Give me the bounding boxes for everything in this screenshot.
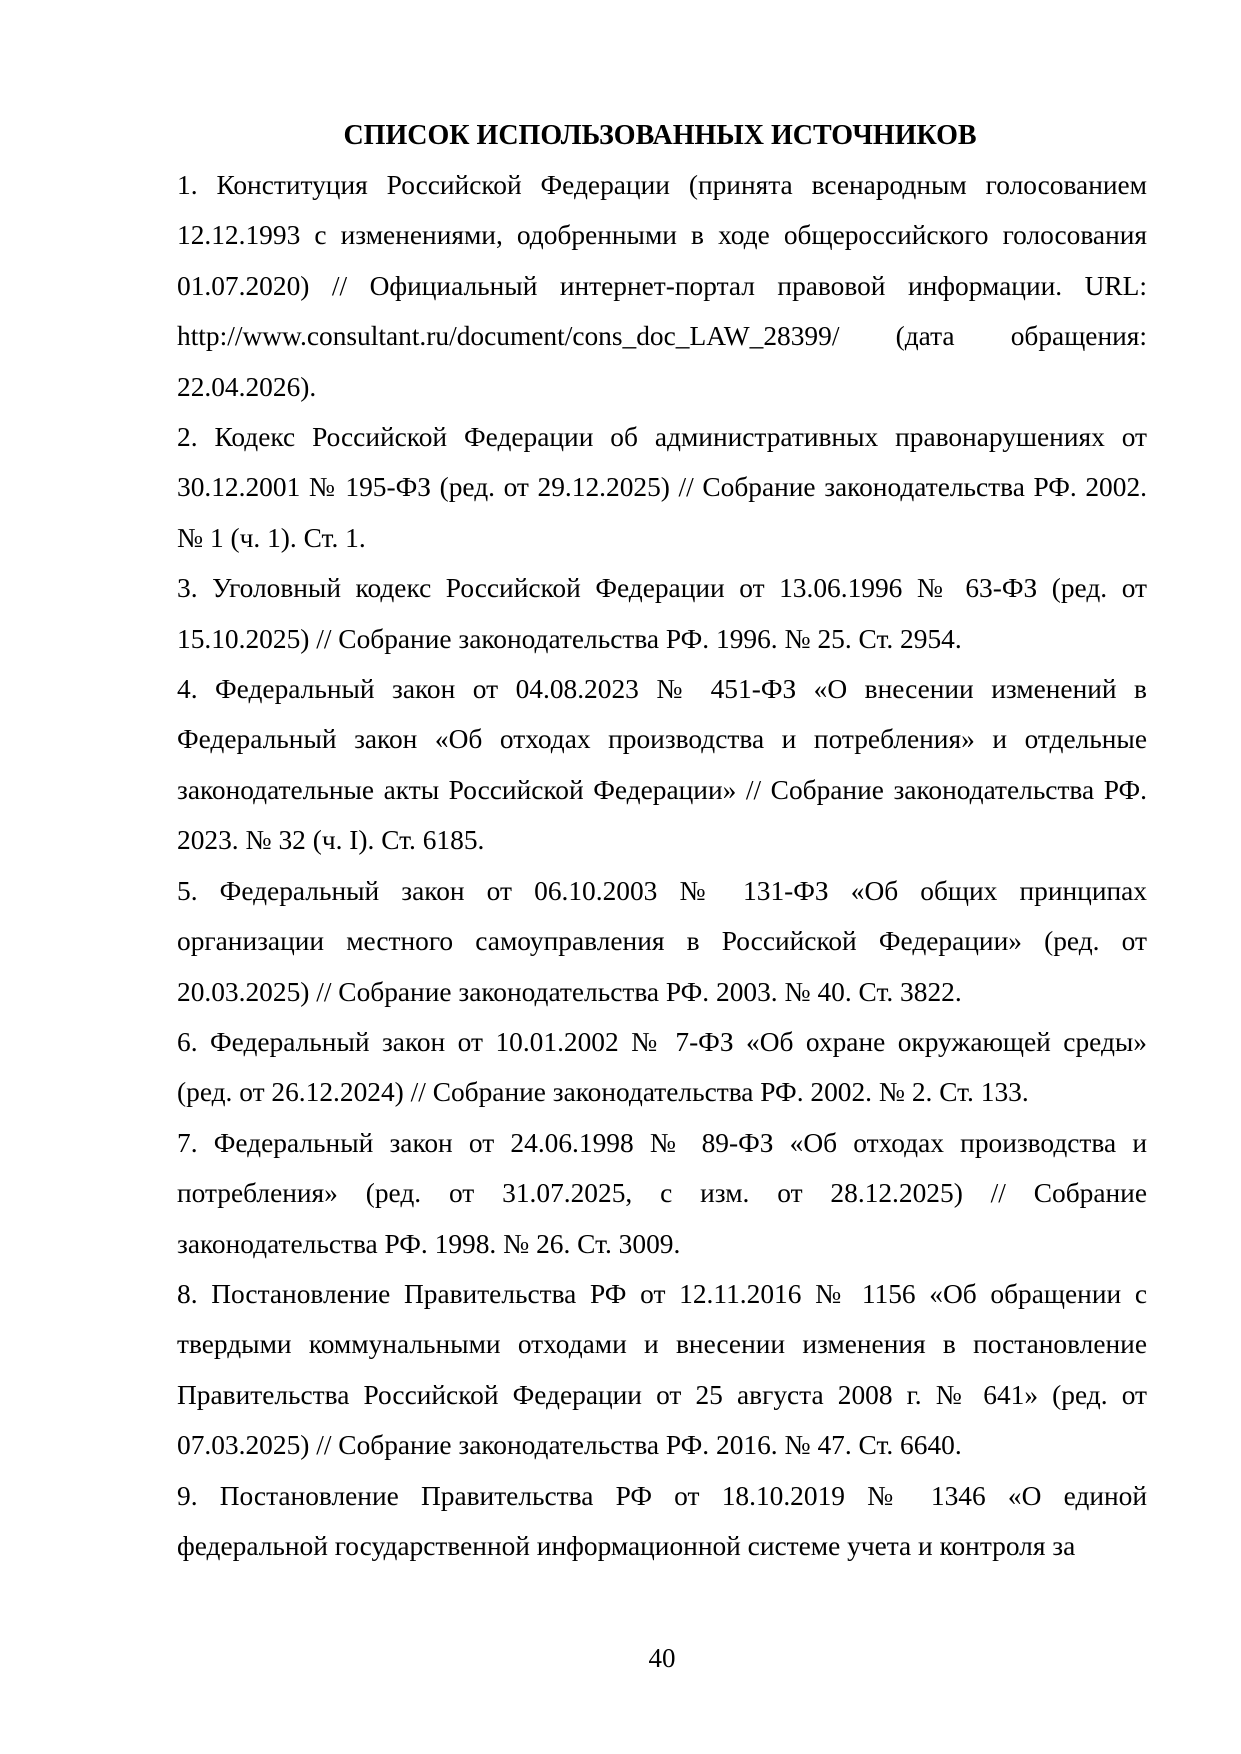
bibliography-entry: 9. Постановление Правительства РФ от 18.10.2019 № 1346 «О единой федеральной государственной информационной системе учета и контроля за [177, 1480, 1147, 1561]
bibliography-entry: 1. Конституция Российской Федерации (принята всенародным голосованием 12.12.1993 с изменениями, одобренными в ходе общероссийского голосования 01.07.2020) // Официальный интернет-портал правовой информации. URL: http://www.consultant.ru/document/cons_doc_LAW_28399/ (дата обращения: 22.04.2026). [177, 170, 1147, 402]
bibliography-entry: 8. Постановление Правительства РФ от 12.11.2016 № 1156 «Об обращении с твердыми коммунальными отходами и внесении изменения в постановление Правительства Российской Федерации от 25 августа 2008 г. № 641» (ред. от 07.03.2025) // Собрание законодательства РФ. 2016. № 47. Ст. 6640. [177, 1278, 1147, 1461]
page-number: 40 [648, 1643, 676, 1673]
bibliography-entry: 2. Кодекс Российской Федерации об административных правонарушениях от 30.12.2001 № 195-ФЗ (ред. от 29.12.2025) // Собрание законодательства РФ. 2002. № 1 (ч. 1). Ст. 1. [177, 422, 1147, 553]
bibliography-list [177, 160, 1147, 1571]
bibliography-entry: 7. Федеральный закон от 24.06.1998 № 89-ФЗ «Об отходах производства и потребления» (ред. от 31.07.2025, с изм. от 28.12.2025) // Собрание законодательства РФ. 1998. № 26. Ст. 3009. [177, 1127, 1147, 1259]
bibliography-entry: 6. Федеральный закон от 10.01.2002 № 7-ФЗ «Об охране окружающей среды» (ред. от 26.12.2024) // Собрание законодательства РФ. 2002. № 2. Ст. 133. [177, 1026, 1147, 1108]
page-title: СПИСОК ИСПОЛЬЗОВАННЫХ ИСТОЧНИКОВ [343, 120, 977, 151]
bibliography-entry: 3. Уголовный кодекс Российской Федерации от 13.06.1996 № 63-ФЗ (ред. от 15.10.2025) // Собрание законодательства РФ. 1996. № 25. Ст. 2954. [177, 573, 1147, 654]
bibliography-entry: 5. Федеральный закон от 06.10.2003 № 131-ФЗ «Об общих принципах организации местного самоуправления в Российской Федерации» (ред. от 20.03.2025) // Собрание законодательства РФ. 2003. № 40. Ст. 3822. [177, 875, 1147, 1007]
bibliography-entry: 4. Федеральный закон от 04.08.2023 № 451-ФЗ «О внесении изменений в Федеральный закон «Об отходах производства и потребления» и отдельные законодательные акты Российской Федерации» // Собрание законодательства РФ. 2023. № 32 (ч. I). Ст. 6185. [177, 674, 1147, 856]
